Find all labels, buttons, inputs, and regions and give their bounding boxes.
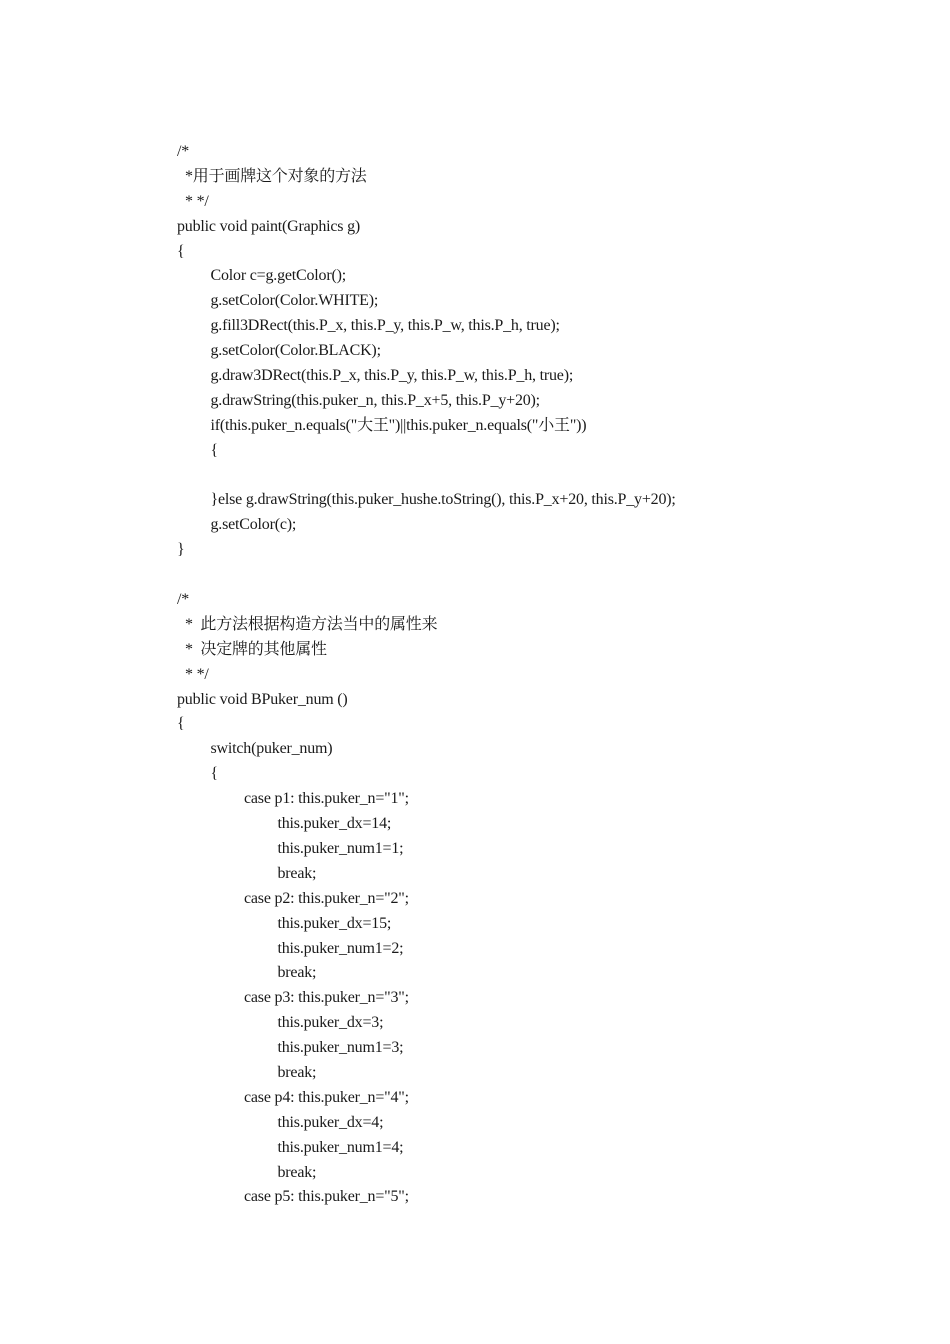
- code-line: g.setColor(Color.BLACK);: [210, 342, 381, 360]
- code-line: Color c=g.getColor();: [210, 267, 346, 285]
- code-line: case p3: this.puker_n="3";: [244, 989, 409, 1007]
- code-line: break;: [277, 1163, 317, 1181]
- code-line: this.puker_num1=4;: [277, 1138, 404, 1156]
- code-line: {: [177, 715, 185, 733]
- code-line: }else g.drawString(this.puker_hushe.toString(), this.P_x+20, this.P_y+20);: [210, 491, 676, 509]
- code-line: {: [210, 441, 218, 459]
- code-line: *用于画牌这个对象的方法: [185, 167, 367, 185]
- code-line: this.puker_dx=15;: [277, 914, 392, 932]
- code-line: case p2: this.puker_n="2";: [244, 889, 409, 907]
- code-line: break;: [277, 1063, 317, 1081]
- code-line: case p4: this.puker_n="4";: [244, 1088, 409, 1106]
- code-line: g.draw3DRect(this.P_x, this.P_y, this.P_w, this.P_h, true);: [210, 367, 574, 385]
- code-line: case p1: this.puker_n="1";: [244, 790, 409, 808]
- code-line: this.puker_num1=3;: [277, 1039, 404, 1057]
- code-line: [177, 563, 897, 588]
- code-line: g.drawString(this.puker_n, this.P_x+5, this.P_y+20);: [210, 391, 540, 409]
- code-line: break;: [277, 864, 317, 882]
- code-line: {: [210, 765, 218, 783]
- code-line: switch(puker_num): [210, 740, 333, 758]
- code-line: this.puker_dx=14;: [277, 815, 392, 833]
- code-block: [177, 140, 897, 1210]
- code-line: this.puker_num1=2;: [277, 939, 404, 957]
- code-line: [177, 464, 897, 489]
- code-line: this.puker_dx=3;: [277, 1014, 384, 1032]
- code-line: this.puker_num1=1;: [277, 839, 404, 857]
- code-line: * */: [185, 192, 209, 210]
- code-line: g.setColor(c);: [210, 516, 297, 534]
- code-line: /*: [177, 143, 190, 160]
- code-line: this.puker_dx=4;: [277, 1113, 384, 1131]
- code-line: * 此方法根据构造方法当中的属性来: [185, 615, 438, 633]
- code-line: public void paint(Graphics g): [177, 217, 361, 235]
- code-line: }: [177, 541, 185, 559]
- code-line: /*: [177, 591, 190, 609]
- code-line: case p5: this.puker_n="5";: [244, 1188, 409, 1206]
- code-line: g.fill3DRect(this.P_x, this.P_y, this.P_w, this.P_h, true);: [210, 317, 560, 335]
- code-line: * 决定牌的其他属性: [185, 640, 327, 658]
- code-line: {: [177, 242, 185, 260]
- code-line: break;: [277, 964, 317, 982]
- code-line: public void BPuker_num (): [177, 690, 348, 708]
- code-line: if(this.puker_n.equals("大王")||this.puker_n.equals("小王")): [210, 416, 587, 434]
- code-line: * */: [185, 665, 209, 683]
- code-line: g.setColor(Color.WHITE);: [210, 292, 379, 310]
